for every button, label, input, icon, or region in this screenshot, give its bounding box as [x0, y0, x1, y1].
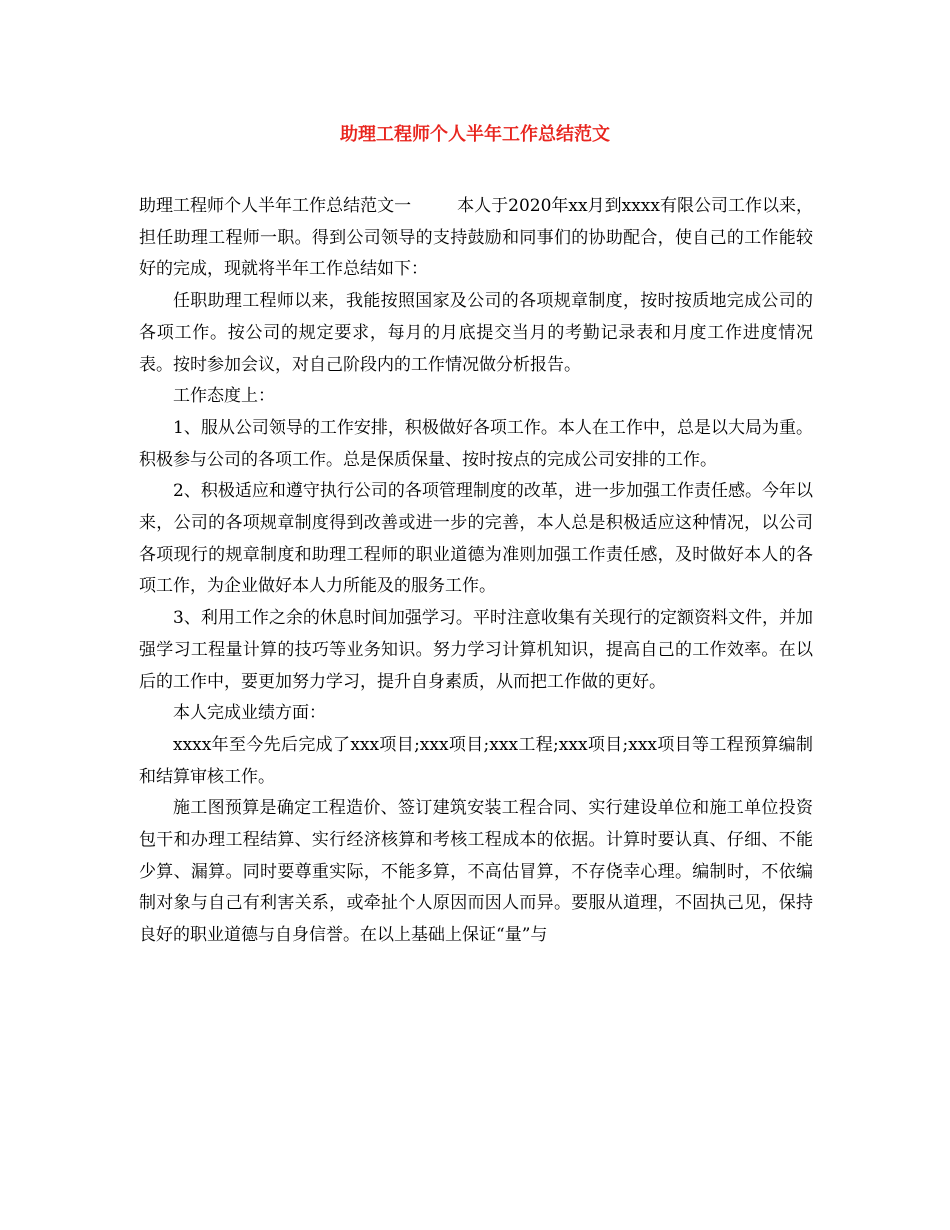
- document-body: [139, 191, 813, 952]
- intro-lead: 助理工程师个人半年工作总结范文一: [139, 196, 412, 216]
- paragraph-budget: 施工图预算是确定工程造价、签订建筑安装工程合同、实行建设单位和施工单位投资包干和办理工程结算、实行经济核算和考核工程成本的依据。计算时要认真、仔细、不能少算、漏算。同时要尊重实际，不能多算，不高估冒算，不存侥幸心理。编制时，不依编制对象与自己有利害关系，或牵扯个人原因而因人而异。要服从道理，不固执己见，保持良好的职业道德与自身信誉。在以上基础上保证“量”与: [139, 798, 813, 946]
- paragraph-projects: xxxx年至今先后完成了xxx项目;xxx项目;xxx工程;xxx项目;xxx项目等工程预算编制和结算审核工作。: [139, 734, 813, 787]
- paragraph-point-1: 1、服从公司领导的工作安排，积极做好各项工作。本人在工作中，总是以大局为重。积极参与公司的各项工作。总是保质保量、按时按点的完成公司安排的工作。: [139, 417, 813, 470]
- paragraph-duties: 任职助理工程师以来，我能按照国家及公司的各项规章制度，按时按质地完成公司的各项工作。按公司的规定要求，每月的月底提交当月的考勤记录表和月度工作进度情况表。按时参加会议，对自己阶段内的工作情况做分析报告。: [139, 291, 813, 375]
- paragraph-point-3: 3、利用工作之余的休息时间加强学习。平时注意收集有关现行的定额资料文件，并加强学习工程量计算的技巧等业务知识。努力学习计算机知识，提高自己的工作效率。在以后的工作中，要更加努力学习，提升自身素质，从而把工作做的更好。: [139, 608, 813, 692]
- paragraph-attitude-heading: 工作态度上：: [173, 386, 275, 407]
- paragraph-achievement-heading: 本人完成业绩方面：: [173, 703, 326, 724]
- intro-text: 本人于2020年xx月到xxxx有限公司工作以来，担任助理工程师一职。得到公司领导的支持鼓励和同事们的协助配合，使自己的工作能较好的完成，现就将半年工作总结如下：: [139, 196, 814, 280]
- document-title: 助理工程师个人半年工作总结范文: [340, 124, 610, 145]
- paragraph-point-2: 2、积极适应和遵守执行公司的各项管理制度的改革，进一步加强工作责任感。今年以来，公司的各项规章制度得到改善或进一步的完善，本人总是积极适应这种情况，以公司各项现行的规章制度和助理工程师的职业道德为准则加强工作责任感，及时做好本人的各项工作，为企业做好本人力所能及的服务工作。: [139, 481, 813, 597]
- paragraph-intro: [139, 191, 813, 286]
